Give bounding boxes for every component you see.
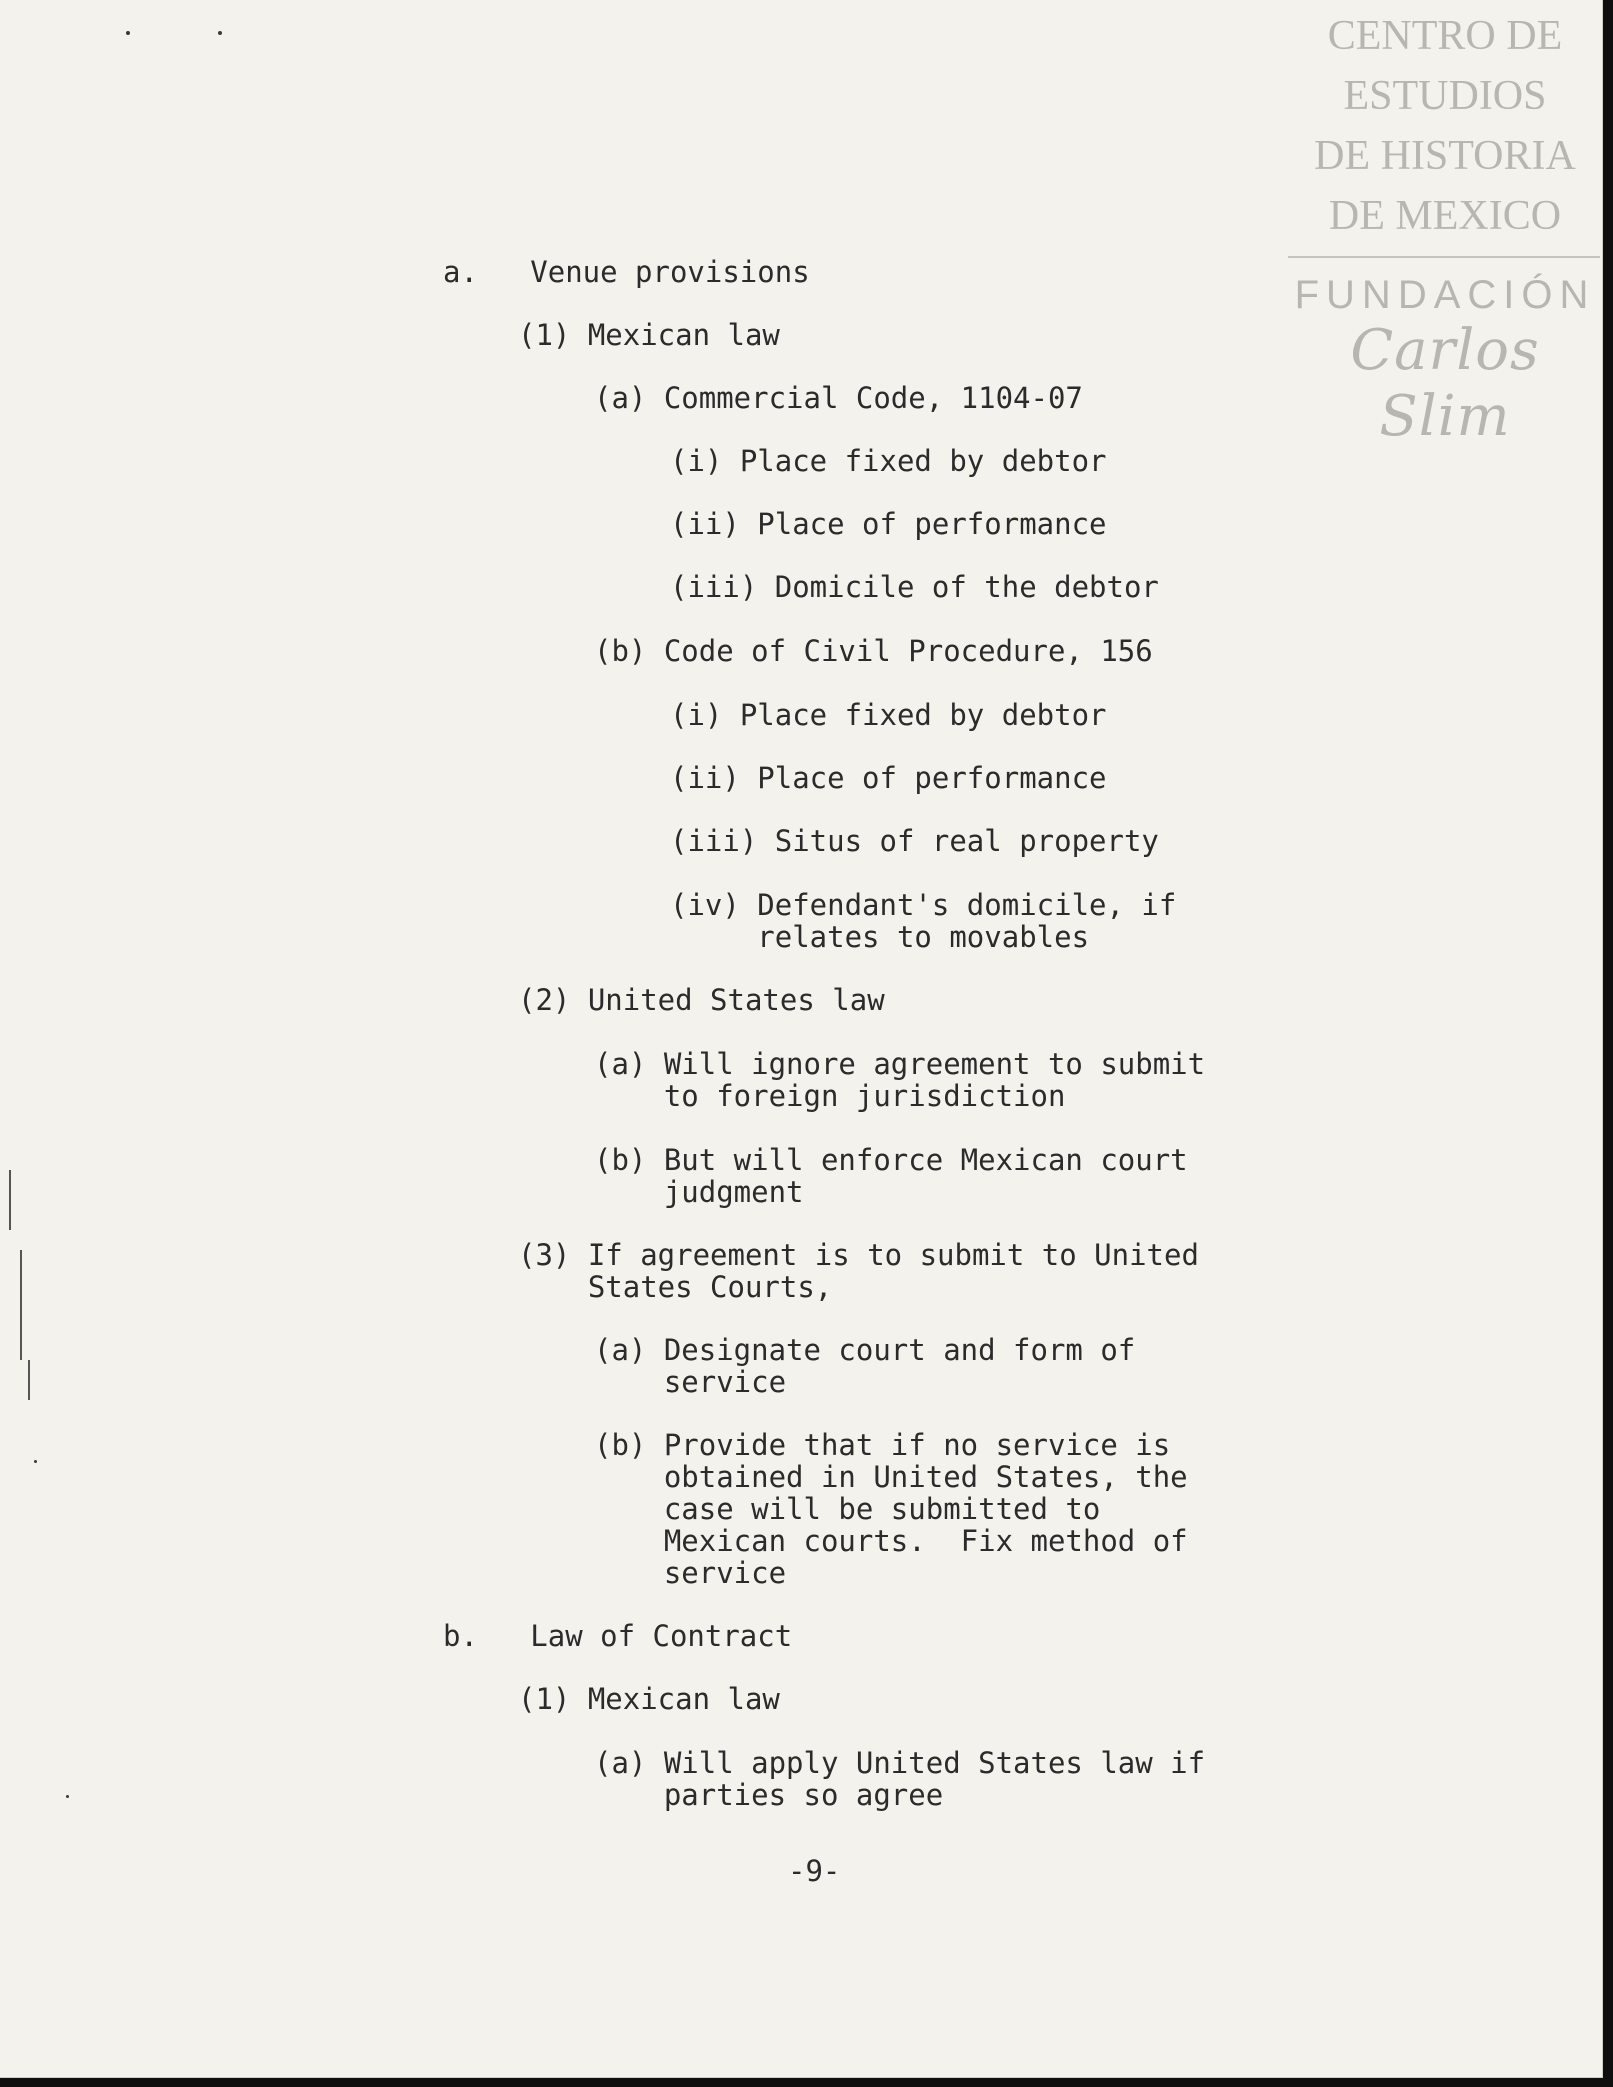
- scan-mark: [20, 1250, 22, 1360]
- outline-item-a1b-ii: (ii) Place of performance: [670, 761, 1107, 795]
- page-number: -9-: [788, 1854, 841, 1888]
- watermark-logo: [1290, 6, 1600, 450]
- outline-item-a1a-ii: (ii) Place of performance: [670, 507, 1107, 541]
- scan-speck: [126, 31, 130, 35]
- outline-item-b: b. Law of Contract: [443, 1619, 793, 1653]
- outline-item-a1a: (a) Commercial Code, 1104-07: [594, 381, 1083, 415]
- outline-item-a1b-iv: (iv) Defendant's domicile, if relates to movables: [670, 888, 1177, 954]
- outline-item-a2a: (a) Will ignore agreement to submit to foreign jurisdiction: [594, 1047, 1206, 1113]
- watermark-foundation: FUNDACIÓN: [1294, 273, 1596, 317]
- outline-item-a: a. Venue provisions: [443, 255, 810, 289]
- outline-item-a1: (1) Mexican law: [518, 318, 780, 352]
- outline-item-b1a: (a) Will apply United States law if parties so agree: [594, 1746, 1206, 1812]
- watermark-line-2: ESTUDIOS: [1343, 73, 1547, 119]
- scan-mark: [9, 1170, 11, 1230]
- outline-item-b1: (1) Mexican law: [518, 1682, 780, 1716]
- watermark-divider: [1288, 256, 1600, 258]
- scan-speck: [34, 1460, 37, 1463]
- scan-mark: [28, 1360, 30, 1400]
- scan-speck: [218, 31, 222, 35]
- outline-item-a1b: (b) Code of Civil Procedure, 156: [594, 634, 1153, 668]
- outline-item-a3b: (b) Provide that if no service is obtained in United States, the case will be submitted to Mexican courts. Fix method of service: [594, 1428, 1188, 1590]
- outline-item-a2b: (b) But will enforce Mexican court judgment: [594, 1143, 1188, 1209]
- outline-item-a3a: (a) Designate court and form of service: [594, 1333, 1136, 1399]
- scan-speck: [66, 1795, 69, 1798]
- outline-item-a1b-iii: (iii) Situs of real property: [670, 824, 1159, 858]
- watermark-signature: Carlos Slim: [1350, 318, 1540, 449]
- watermark-line-3: DE HISTORIA: [1314, 133, 1576, 179]
- watermark-line-4: DE MEXICO: [1328, 193, 1562, 239]
- outline-item-a1b-i: (i) Place fixed by debtor: [670, 698, 1107, 732]
- outline-item-a3: (3) If agreement is to submit to United States Courts,: [518, 1238, 1199, 1304]
- outline-item-a1a-iii: (iii) Domicile of the debtor: [670, 570, 1159, 604]
- watermark-line-1: CENTRO DE: [1327, 13, 1563, 59]
- outline-item-a1a-i: (i) Place fixed by debtor: [670, 444, 1107, 478]
- outline-item-a2: (2) United States law: [518, 983, 885, 1017]
